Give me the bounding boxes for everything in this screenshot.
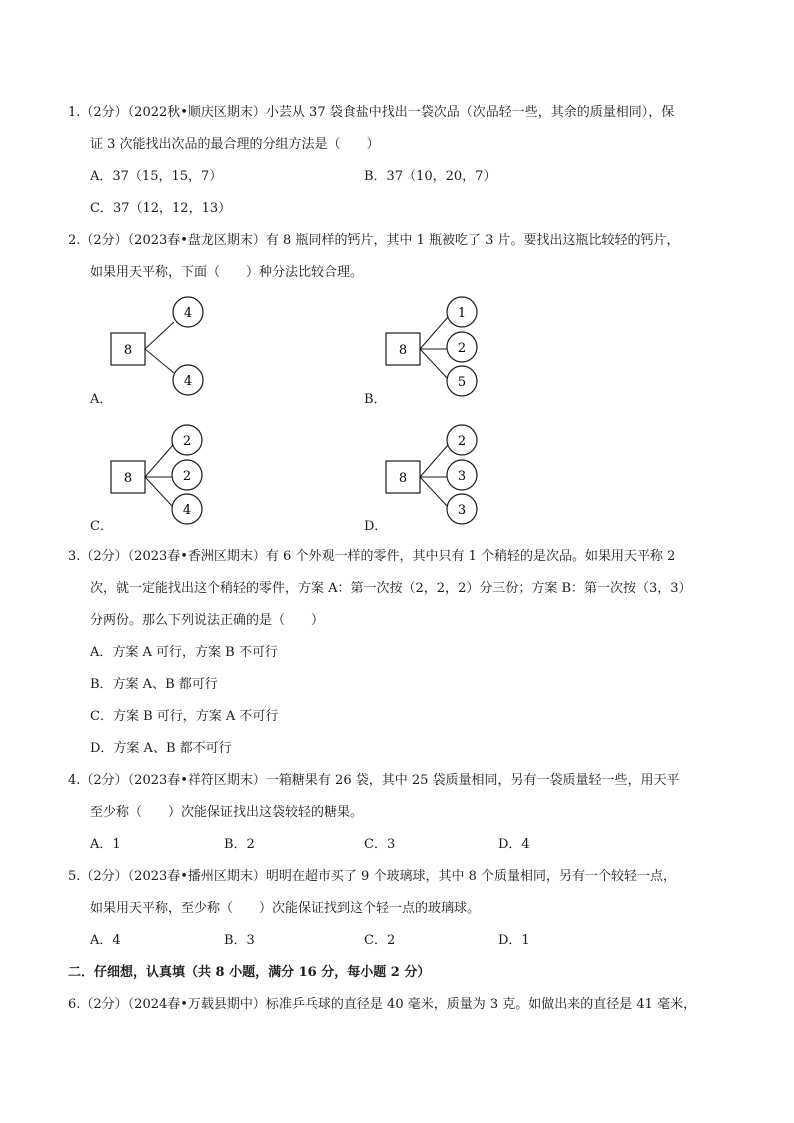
q5-option-d[interactable]: D．1 [498,933,530,948]
question-4-text: 4.（2分）（2023春•祥符区期末）一箱糖果有 26 袋，其中 25 袋质量相同，另有一袋质量轻一些，用天平 [68,773,680,788]
q2-diagram-b [385,295,525,395]
child-value: 1 [457,306,467,321]
q2-option-c[interactable]: C． [90,519,113,534]
question-3-text-cont: 次，就一定能找出这个稍轻的零件，方案 A：第一次按（2，2，2）分三份；方案 B：第一次按（3，3） [90,581,692,596]
q3-option-c[interactable]: C．方案 B 可行，方案 A 不可行 [90,709,279,724]
q2-diagram-c [110,423,250,523]
child-value: 4 [183,374,193,389]
root-value: 8 [398,471,408,486]
q3-option-b[interactable]: B．方案 A、B 都可行 [90,677,218,692]
child-value: 2 [182,434,192,449]
question-3-text-cont2: 分两份。那么下列说法正确的是（ ） [90,613,325,628]
child-value: 4 [182,503,192,518]
q1-option-b[interactable]: B．37（10，20，7） [364,169,497,184]
section-2-heading: 二．仔细想，认真填（共 8 小题，满分 16 分，每小题 2 分） [68,965,431,980]
q5-option-c[interactable]: C．2 [364,933,396,948]
q5-option-b[interactable]: B．3 [224,933,255,948]
question-2-text-cont: 如果用天平称，下面（ ）种分法比较合理。 [90,265,364,280]
question-6-text: 6.（2分）（2024春•万载县期中）标准乒乓球的直径是 40 毫米，质量为 3 克。如做出来的直径是 41 毫米， [68,997,697,1012]
q2-diagram-d [385,423,525,523]
child-value: 2 [457,341,467,356]
child-value: 3 [457,503,467,518]
q4-option-d[interactable]: D．4 [498,837,530,852]
q1-option-c[interactable]: C．37（12，12，13） [90,201,232,216]
child-value: 4 [183,306,193,321]
q2-diagram-a [110,295,250,395]
root-value: 8 [123,343,133,358]
q2-option-d[interactable]: D． [364,519,388,534]
question-3-text: 3.（2分）（2023春•香洲区期末）有 6 个外观一样的零件，其中只有 1 个稍轻的是次品。如果用天平称 2 [68,549,676,564]
child-value: 5 [457,375,467,390]
tree-diagram-a [110,295,250,395]
root-value: 8 [398,343,408,358]
question-5-text-cont: 如果用天平称，至少称（ ）次能保证找到这个轻一点的玻璃球。 [90,901,481,916]
child-value: 2 [457,434,467,449]
child-value: 2 [182,469,192,484]
q2-option-b[interactable]: B． [364,392,387,407]
tree-diagram-d [385,423,525,523]
q4-option-c[interactable]: C．3 [364,837,396,852]
q5-option-a[interactable]: A．4 [90,933,121,948]
tree-diagram-c [110,423,250,523]
question-1-text: 1.（2分）（2022秋•顺庆区期末）小芸从 37 袋食盐中找出一袋次品（次品轻一些，其余的质量相同），保 [68,105,675,120]
q2-option-a[interactable]: A． [90,392,113,407]
q1-option-a[interactable]: A．37（15，15，7） [90,169,223,184]
question-4-text-cont: 至少称（ ）次能保证找出这袋较轻的糖果。 [90,805,364,820]
q3-option-a[interactable]: A．方案 A 可行，方案 B 不可行 [90,645,278,660]
root-value: 8 [123,471,133,486]
question-2-text: 2.（2分）（2023春•盘龙区期末）有 8 瓶同样的钙片，其中 1 瓶被吃了 3 片。要找出这瓶比较轻的钙片， [68,233,680,248]
child-value: 3 [457,469,467,484]
q4-option-b[interactable]: B．2 [224,837,255,852]
question-1-text-cont: 证 3 次能找出次品的最合理的分组方法是（ ） [90,137,380,152]
q4-option-a[interactable]: A．1 [90,837,121,852]
question-5-text: 5.（2分）（2023春•播州区期末）明明在超市买了 9 个玻璃球，其中 8 个质量相同，另有一个较轻一点， [68,869,676,884]
q3-option-d[interactable]: D．方案 A、B 都不可行 [90,741,232,756]
tree-diagram-b [385,295,525,395]
